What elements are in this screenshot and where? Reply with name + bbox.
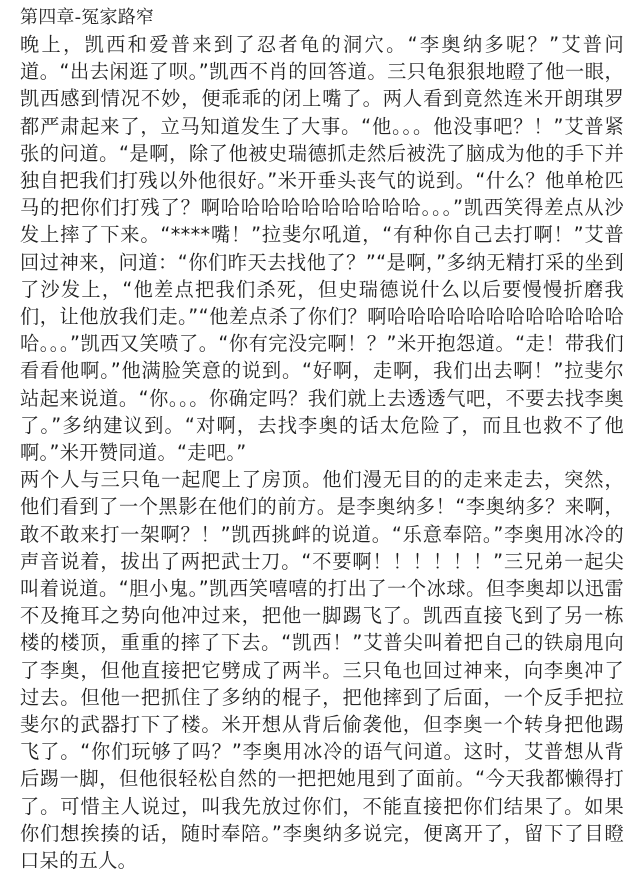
chapter-title: 第四章-冤家路窄 [20,7,155,28]
story-paragraph-1: 晚上，凯西和爱普来到了忍者龟的洞穴。“李奥纳多呢？”艾普问道。“出去闲逛了呗。”凯西不肖的回答道。三只龟狠狠地瞪了他一眼，凯西感到情况不妙，便乖乖的闭上嘴了。两人看到竟然连米开朗琪罗都严肃起来了，立马知道发生了大事。“他。。。他没事吧？！”艾普紧张的问道。“是啊，除了他被史瑞德抓走然后被洗了脑成为他的手下并独自把我们打残以外他很好。”米开垂头丧气的说到。“什么？他单枪匹马的把你们打残了？啊哈哈哈哈哈哈哈哈哈哈。。。”凯西笑得差点从沙发上摔了下来。“****嘴！”拉斐尔吼道，“有种你自己去打啊！”艾普回过神来，问道：“你们昨天去找他了？”“是啊，”多纳无精打采的坐到了沙发上，“他差点把我们杀死，但史瑞德说什么以后要慢慢折磨我们，让他放我们走。”“他差点杀了你们？啊哈哈哈哈哈哈哈哈哈哈哈哈哈。。。”凯西又笑喷了。“你有完没完啊！？”米开抱怨道。“走！带我们看看他啊。”他满脸笑意的说到。“好啊，走啊，我们出去啊！”拉斐尔站起来说道。“你。。。你确定吗？我们就上去透透气吧，不要去找李奥了。”多纳建议到。“对啊，去找李奥的话太危险了，而且也救不了他啊。”米开赞同道。“走吧。” [20,33,624,465]
story-paragraph-2: 两个人与三只龟一起爬上了房顶。他们漫无目的的走来走去，突然，他们看到了一个黑影在他们的前方。是李奥纳多！“李奥纳多？来啊，敢不敢来打一架啊？！”凯西挑衅的说道。“乐意奉陪。”李奥用冰冷的声音说着，拔出了两把武士刀。“不要啊！！！！！！”三兄弟一起尖叫着说道。“胆小鬼。”凯西笑嘻嘻的打出了一个冰球。但李奥却以迅雷不及掩耳之势向他冲过来，把他一脚踢飞了。凯西直接飞到了另一栋楼的楼顶，重重的摔了下去。“凯西！”艾普尖叫着把自己的铁扇甩向了李奥，但他直接把它劈成了两半。三只龟也回过神来，向李奥冲了过去。但他一把抓住了多纳的棍子，把他摔到了后面，一个反手把拉斐尔的武器打下了楼。米开想从背后偷袭他，但李奥一个转身把他踢飞了。“你们玩够了吗？”李奥用冰冷的语气问道。这时，艾普想从背后踢一脚，但他很轻松自然的一把把她甩到了面前。“今天我都懒得打了。可惜主人说过，叫我先放过你们，不能直接把你们结果了。如果你们想挨揍的话，随时奉陪。”李奥纳多说完，便离开了，留下了目瞪口呆的五人。 [20,468,624,873]
